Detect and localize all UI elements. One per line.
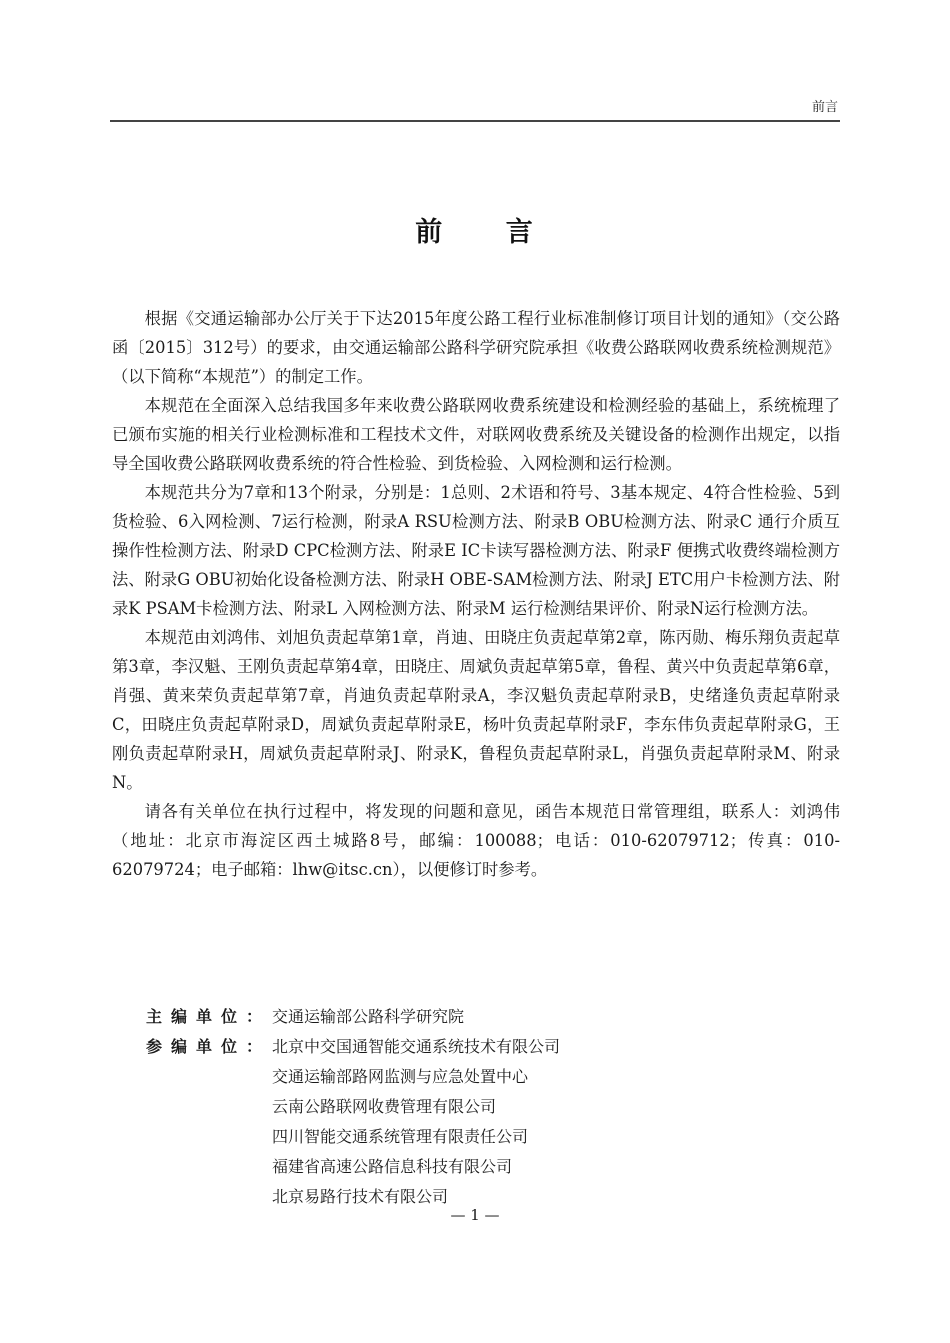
header-rule (110, 120, 840, 122)
organization-list (146, 1002, 846, 1212)
participating-row (146, 1032, 846, 1212)
participating-org: 北京中交国通智能交通系统技术有限公司 (272, 1037, 561, 1056)
running-head: 前言 (811, 100, 838, 115)
participating-org: 福建省高速公路信息科技有限公司 (272, 1157, 513, 1176)
paragraph-4: 本规范由刘鸿伟、刘旭负责起草第1章，肖迪、田晓庄负责起草第2章，陈丙勋、梅乐翔负责起草第3章，李汉魁、王刚负责起草第4章，田晓庄、周斌负责起草第5章，鲁程、黄兴中负责起草第6章，肖强、黄来荣负责起草第7章，肖迪负责起草附录A，李汉魁负责起草附录B，史绪逢负责起草附录C，田晓庄负责起草附录D，周斌负责起草附录E，杨叶负责起草附录F，李东伟负责起草附录G，王刚负责起草附录H，周斌负责起草附录J、附录K，鲁程负责起草附录L，肖强负责起草附录M、附录N。 (112, 628, 840, 792)
participating-org: 交通运输部路网监测与应急处置中心 (272, 1067, 529, 1086)
paragraph-3: 本规范共分为7章和13个附录，分别是：1总则、2术语和符号、3基本规定、4符合性检验、5到货检验、6入网检测、7运行检测，附录A RSU检测方法、附录B OBU检测方法、附录C 通行介质互操作性检测方法、附录D CPC检测方法、附录E IC卡读写器检测方法、附录F 便携式收费终端检测方法、附录G OBU初始化设备检测方法、附录H OBE-SAM检测方法、附录J ETC用户卡检测方法、附录K PSAM卡检测方法、附录L 入网检测方法、附录M 运行检测结果评价、附录N运行检测方法。 (112, 483, 840, 618)
chief-editor-org: 交通运输部公路科学研究院 (272, 1007, 465, 1026)
participating-org: 四川智能交通系统管理有限责任公司 (272, 1127, 529, 1146)
participating-names (272, 1032, 560, 1212)
page-title (0, 210, 950, 249)
chief-editor-row (146, 1002, 846, 1032)
paragraph-5: 请各有关单位在执行过程中，将发现的问题和意见，函告本规范日常管理组，联系人：刘鸿伟（地址：北京市海淀区西土城路8号，邮编：100088；电话：010-62079712；传真：010-62079724；电子邮箱：lhw@itsc.cn），以便修订时参考。 (112, 802, 840, 879)
participating-label: 参编单位： (146, 1037, 272, 1056)
page-number: — 1 — (450, 1206, 500, 1224)
chief-editor-label: 主编单位： (146, 1007, 272, 1026)
participating-org: 云南公路联网收费管理有限公司 (272, 1097, 497, 1116)
participating-org: 北京易路行技术有限公司 (272, 1187, 449, 1206)
page-title-char-2: 言 (505, 217, 535, 248)
paragraph-1: 根据《交通运输部办公厅关于下达2015年度公路工程行业标准制修订项目计划的通知》（交公路函〔2015〕312号）的要求，由交通运输部公路科学研究院承担《收费公路联网收费系统检测规范》（以下简称“本规范”）的制定工作。 (112, 309, 840, 386)
chief-editor-names (272, 1002, 464, 1032)
paragraph-2: 本规范在全面深入总结我国多年来收费公路联网收费系统建设和检测经验的基础上，系统梳理了已颁布实施的相关行业检测标准和工程技术文件，对联网收费系统及关键设备的检测作出规定，以指导全国收费公路联网收费系统的符合性检验、到货检验、入网检测和运行检测。 (112, 396, 840, 473)
page-title-char-1: 前 (415, 217, 445, 248)
body-text (112, 304, 840, 884)
